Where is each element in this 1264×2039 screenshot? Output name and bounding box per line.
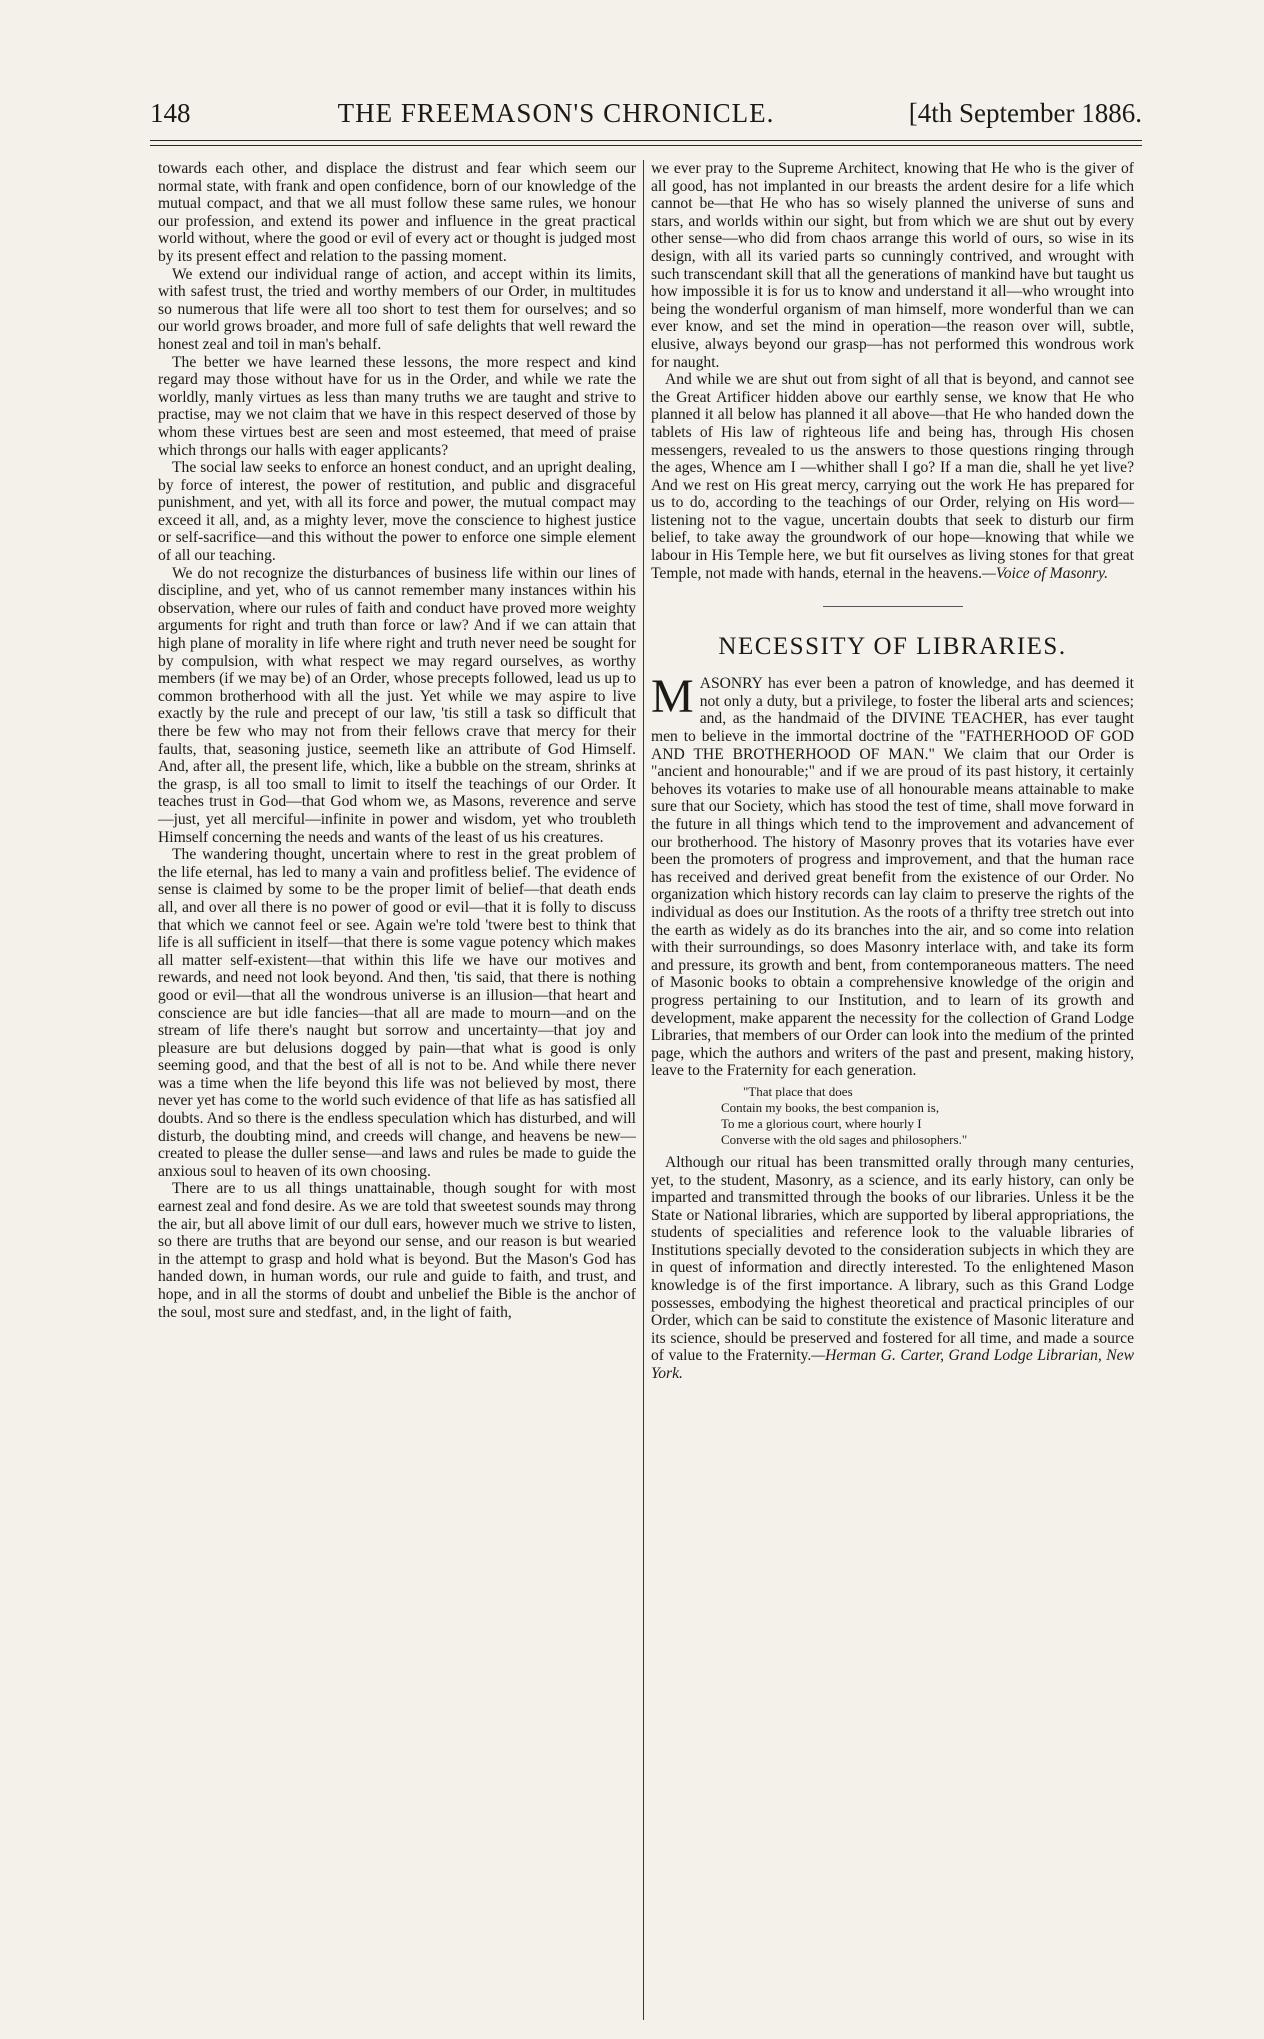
section-divider [823, 606, 963, 607]
article-paragraph: The wandering thought, uncertain where to rest in the great problem of the life eternal, has led to many a vain and profitless belief. The evidence of sense is claimed by some to be the proper limit of belief—that death ends all, and over all there is no power of good or evil—that it is folly to discuss that which we cannot feel or see. Again we're told 'twere best to think that life is all sufficient in itself—that there is some vague potency which makes all matter self-existent—that within this life we have our motives and rewards, and need not look beyond. And then, 'tis said, that there is nothing good or evil—that all the wondrous universe is an illusion—that heart and conscience are but idle fancies—that all are made to mourn—and on the stream of life there's naught but sorrow and uncertainty—that joy and pleasure are but delusions dogged by pain—that what is good is only seeming good, and that the best of all is not to be. And while there never was a time when the life beyond this life was not believed by most, there never yet has come to the world such evidence of that life as has satisfied all doubts. And so there is the endless speculation which has disturbed, and will disturb, the doubting mind, and creeds will change, and heavens be new—created to please the duller sense—and laws and rules be made to guide the anxious soul to heaven of its own choosing. [158, 846, 636, 1180]
issue-date: [4th September 1886. [908, 98, 1142, 128]
masthead-rule-top [150, 140, 1142, 141]
article-source: —Voice of Masonry. [982, 564, 1109, 582]
article-paragraph-text: Although our ritual has been transmitted orally through many centuries, yet, to the student, Masonry, as a science, and its early history, can only be imparted and transmitted through the books of our libraries. Unless it be the State or National libraries, which are supported by liberal appropriations, the students of specialities and reference look to the valuable libraries of Institutions specially devoted to the consideration subjects in which they are in quest of information and directly interested. To the enlightened Mason knowledge is of the first importance. A library, such as this Grand Lodge possesses, embodying the highest theoretical and practical principles of our Order, which can be said to constitute the existence of Masonic literature and its science, should be preserved and fostered for all time, and made a source of value to the Fraternity. [651, 1153, 1134, 1365]
article-paragraph: We do not recognize the disturbances of business life within our lines of discipline, and yet, who of us cannot remember many instances within his observation, where our rules of faith and conduct have proved more weighty arguments for right and truth than force or law? And if we can attain that high plane of morality in life where right and truth never need be sought for by compulsion, with what respect we may regard ourselves, as worthy members (if we may be) of an Order, whose precepts followed, lead us up to common brotherhood with all the just. Yet while we may aspire to live exactly by the rule and precept of our law, 'tis still a task so difficult that there be few who may not from their fellows crave that mercy for their faults, that, seasoning justice, seemeth like an attribute of God Himself. And, after all, the present life, which, like a bubble on the stream, shrinks at the grasp, is all too small to limit to itself the teachings of our Order. It teaches trust in God—that God whom we, as Masons, reverence and serve—just, yet all merciful—infinite in power and wisdom, yet who troubleth Himself concerning the needs and wants of the least of us his creatures. [158, 564, 636, 846]
left-column [158, 160, 636, 1321]
newspaper-title: THE FREEMASON'S CHRONICLE. [337, 98, 775, 128]
article-paragraph: We extend our individual range of action, and accept within its limits, with safest trust, the tried and worthy members of our Order, in multitudes so numerous that life were all too short to test them for ourselves; and so our world grows broader, and more full of safe delights that well reward the honest zeal and toil in man's behalf. [158, 265, 636, 353]
masthead-rule-bottom [150, 145, 1142, 146]
article-paragraph: The social law seeks to enforce an honest conduct, and an upright dealing, by force of interest, the power of restitution, and public and disgraceful punishment, and yet, with all its force and power, the mutual compact may exceed it all, and, as a mighty lever, move the conscience to highest justice or self-sacrifice—and this without the power to enforce one simple element of all our teaching. [158, 459, 636, 565]
article-paragraph: There are to us all things unattainable, though sought for with most earnest zeal and fond desire. As we are told that sweetest sounds may throng the air, but all above limit of our dull ears, however much we strive to listen, so there are truths that are beyond our sense, and our reason is but wearied in the attempt to grasp and hold what is beyond. But the Mason's God has handed down, in human words, our rule and guide to faith, and trust, and hope, and in all the storms of doubt and unbelief the Bible is the anchor of the soul, most sure and stedfast, and, in the light of faith, [158, 1180, 636, 1321]
article-paragraph: towards each other, and displace the distrust and fear which seem our normal state, with frank and open confidence, born of our knowledge of the mutual compact, and that we all must follow these same rules, we honour our profession, and extend its power and influence in the great practical world without, where the good or evil of every act or thought is judged most by its present effect and relation to the passing moment. [158, 160, 636, 265]
article-paragraph: we ever pray to the Supreme Architect, knowing that He who is the giver of all good, has not implanted in our breasts the ardent desire for a life which cannot be—that He who has so wisely planned the universe of suns and stars, and worlds within our sight, but from which we are shut out by every other sense—who did from chaos arrange this world of ours, so wise in its design, with all its varied parts so cunningly contrived, and wrought with such transcendant skill that all the generations of mankind have but taught us how impossible it is for us to know and understand it all—who wrought into being the wonderful organism of man himself, more wonderful than we can ever know, and set the mind in operation—the reason over will, subtle, elusive, always beyond our grasp—has not performed this wondrous work for naught. [651, 160, 1134, 371]
article-headline: NECESSITY OF LIBRARIES. [718, 633, 1067, 661]
verse-line: Converse with the old sages and philosophers." [721, 1131, 968, 1147]
article-paragraph [651, 371, 1134, 582]
verse-line: To me a glorious court, where hourly I [721, 1115, 922, 1131]
page-number: 148 [150, 98, 191, 128]
column-divider [643, 160, 644, 2020]
article-paragraph-text: And while we are shut out from sight of all that is beyond, and cannot see the Great Artificer hidden above our earthly sense, we know that He who planned it all below has planned it all above—that He who handed down the tablets of His law of righteous life and being has, through His chosen messengers, revealed to us the answers to those questions ringing through the ages, Whence am I —whither shall I go? If a man die, shall he yet live? And we rest on His great mercy, carrying out the work He has prepared for us to do, according to the teachings of our Order, relying on His word—listening not to the vague, uncertain doubts that seek to disturb our firm belief, to take away the groundwork of our hope—knowing that while we labour in His Temple here, we but fit ourselves as living stones for that great Temple, not made with hands, eternal in the heavens. [651, 371, 1134, 582]
article-paragraph: The better we have learned these lessons, the more respect and kind regard may those without have for us in the Order, and while we rate the worldly, manly virtues as less than many truths we are taught and strive to practise, may we not claim that we have in this respect deserved of those by whom these virtues best are seen and most esteemed, that meed of praise which throngs our halls with eager applicants? [158, 353, 636, 459]
masthead [150, 98, 1142, 134]
article-author: —Herman G. Carter, Grand Lodge Librarian, New York. [651, 1347, 1134, 1383]
article-paragraph [651, 670, 1134, 1080]
article-paragraph-text: ASONRY has ever been a patron of knowledge, and has deemed it not only a duty, but a privilege, to foster the liberal arts and sciences; and, as the handmaid of the DIVINE TEACHER, has ever taught men to believe in the immortal doctrine of the "FATHERHOOD OF GOD AND THE BROTHERHOOD OF MAN." We claim that our Order is "ancient and honourable;" and if we are proud of its past history, it certainly behoves its votaries to make use of all honourable means attainable to make sure that our Society, which has stood the test of time, shall move forward in the future in all things which tend to the improvement and advancement of our brotherhood. The history of Masonry proves that its votaries have ever been the promoters of progress and improvement, and that the human race has received and derived great benefit from the existence of our Order. No organization which history records can lay claim to preserve the rights of the individual as does our Institution. As the roots of a thrifty tree stretch out into the earth as widely as do its branches into the air, and so come into relation with their surroundings, so does Masonry interlace with, and take its form and pressure, its growth and bent, from contemporaneous matters. The need of Masonic books to obtain a comprehensive knowledge of the origin and progress pertaining to our Institution, and to learn of its growth and development, make apparent the necessity for the collection of Grand Lodge Libraries, that members of our Order can look into the medium of the printed page, which the authors and writers of the past and present, making history, leave to the Fraternity for each generation. [651, 675, 1134, 1080]
right-column [651, 160, 1134, 1383]
quoted-verse [721, 1084, 1134, 1148]
drop-cap: M [651, 670, 694, 724]
verse-line: "That place that does [743, 1083, 853, 1099]
verse-line: Contain my books, the best companion is, [721, 1099, 940, 1115]
article-paragraph [651, 1154, 1134, 1383]
